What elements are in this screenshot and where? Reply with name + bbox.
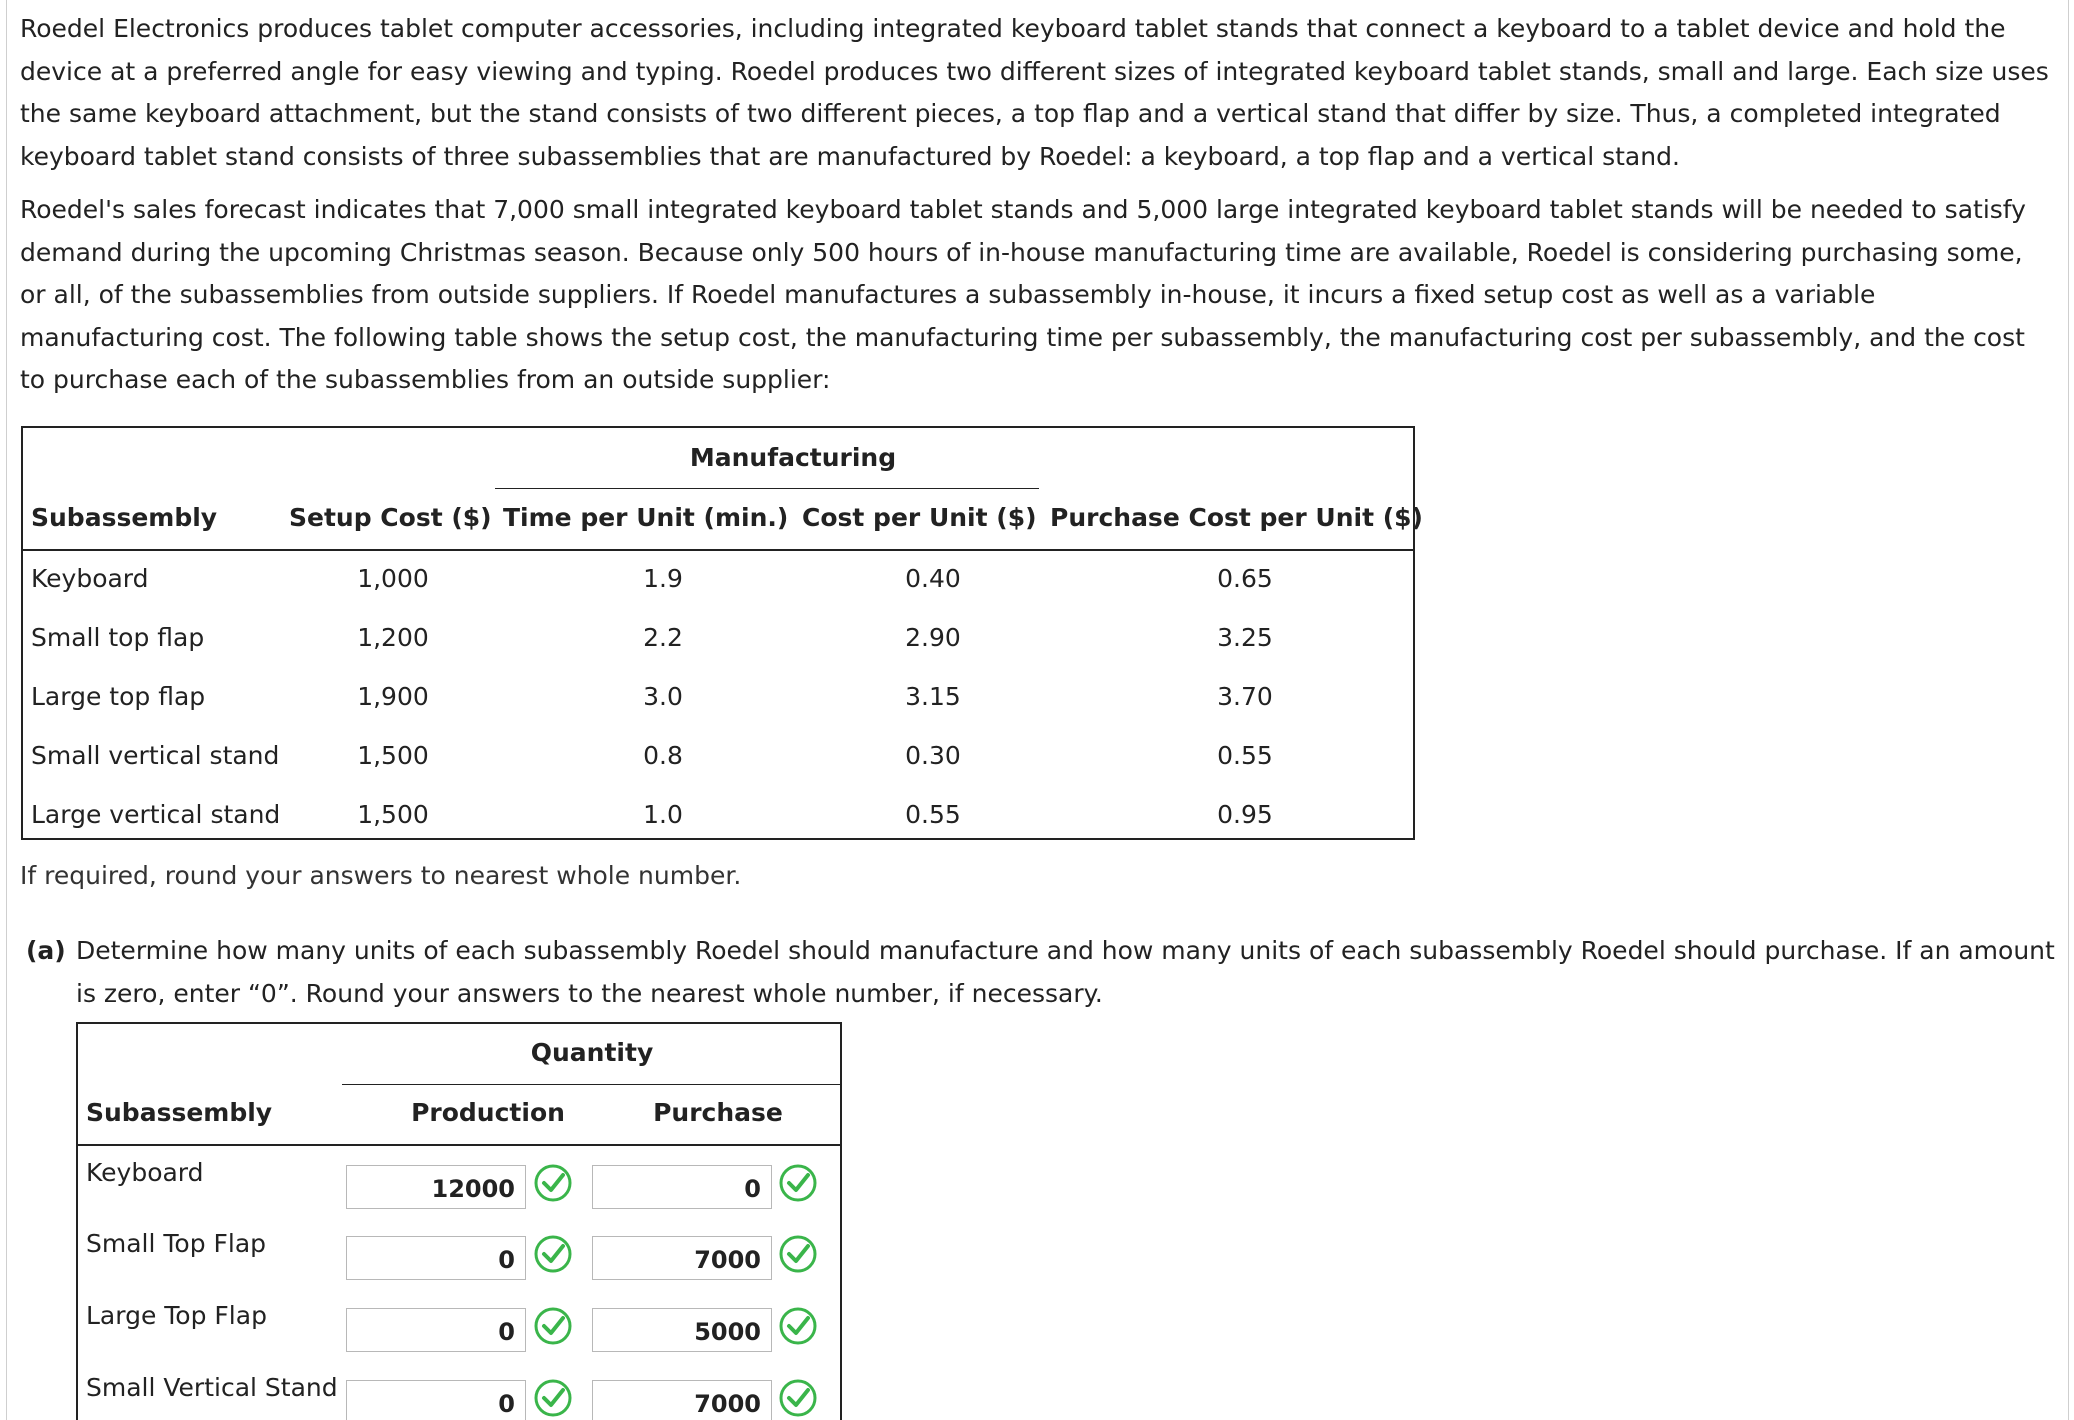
row-setup: 1,200: [357, 623, 429, 652]
row-purchase: 0.95: [1217, 800, 1273, 829]
header-setup-cost: Setup Cost ($): [289, 503, 492, 532]
production-input[interactable]: [346, 1380, 526, 1420]
check-circle-icon: [778, 1306, 818, 1346]
row-time: 1.0: [643, 800, 683, 829]
answer-row-name: Large Top Flap: [86, 1301, 267, 1330]
purchase-input[interactable]: [592, 1380, 772, 1420]
row-name: Small vertical stand: [31, 741, 280, 770]
row-setup: 1,000: [357, 564, 429, 593]
row-name: Large top flap: [31, 682, 206, 711]
answer-table: [76, 1022, 842, 1420]
question-a-label: (a): [26, 936, 66, 965]
row-time: 2.2: [643, 623, 683, 652]
header-subassembly: Subassembly: [86, 1098, 273, 1127]
purchase-input[interactable]: [592, 1165, 772, 1209]
check-circle-icon: [778, 1378, 818, 1418]
row-name: Large vertical stand: [31, 800, 281, 829]
manufacturing-group-header: Manufacturing: [689, 443, 897, 472]
production-input[interactable]: [346, 1165, 526, 1209]
answer-row-name: Small Vertical Stand: [86, 1373, 338, 1402]
group-underline: [495, 488, 1039, 489]
header-time-per-unit: Time per Unit (min.): [503, 503, 789, 532]
row-name: Keyboard: [31, 564, 149, 593]
intro-paragraph-2: Roedel's sales forecast indicates that 7,000 small integrated keyboard tablet stands and 5,000 large integrated keyboard tablet stands will be needed to satisfy demand during the upcoming Christmas season. Because only 500 hours of in-house manufacturing time are available, Roedel is considering purchasing some, or all, of the subassemblies from outside suppliers. If Roedel manufactures a subassembly in-house, it incurs a fixed setup cost as well as a variable manufacturing cost. The following table shows the setup cost, the manufacturing time per subassembly, the manufacturing cost per subassembly, and the cost to purchase each of the subassemblies from an outside supplier:: [20, 195, 2026, 394]
header-production: Production: [411, 1098, 565, 1127]
row-setup: 1,500: [357, 741, 429, 770]
check-circle-icon: [533, 1306, 573, 1346]
answer-row-name: Small Top Flap: [86, 1229, 267, 1258]
check-circle-icon: [778, 1234, 818, 1274]
intro-paragraph-1: Roedel Electronics produces tablet computer accessories, including integrated keyboard tablet stands that connect a keyboard to a tablet device and hold the device at a preferred angle for easy viewing and typing. Roedel produces two different sizes of integrated keyboard tablet stands, small and large. Each size uses the same keyboard attachment, but the stand consists of two different pieces, a top flap and a vertical stand that differ by size. Thus, a completed integrated keyboard tablet stand consists of three subassemblies that are manufactured by Roedel: a keyboard, a top flap and a vertical stand.: [20, 14, 2049, 171]
check-circle-icon: [533, 1163, 573, 1203]
row-purchase: 0.65: [1217, 564, 1273, 593]
quantity-group-header: Quantity: [530, 1038, 654, 1067]
check-circle-icon: [533, 1234, 573, 1274]
row-cost: 3.15: [905, 682, 961, 711]
rounding-note: If required, round your answers to nearest whole number.: [20, 861, 742, 890]
row-name: Small top flap: [31, 623, 205, 652]
row-time: 0.8: [643, 741, 683, 770]
header-purchase-cost: Purchase Cost per Unit ($): [1050, 503, 1423, 532]
check-circle-icon: [533, 1378, 573, 1418]
header-subassembly: Subassembly: [31, 503, 218, 532]
header-rule: [23, 549, 1413, 551]
row-time: 1.9: [643, 564, 683, 593]
row-setup: 1,900: [357, 682, 429, 711]
purchase-input[interactable]: [592, 1236, 772, 1280]
cost-table: [21, 426, 1423, 840]
row-cost: 2.90: [905, 623, 961, 652]
row-cost: 0.55: [905, 800, 961, 829]
row-cost: 0.30: [905, 741, 961, 770]
header-rule: [78, 1144, 842, 1146]
header-cost-per-unit: Cost per Unit ($): [802, 503, 1037, 532]
production-input[interactable]: [346, 1236, 526, 1280]
answer-row-name: Keyboard: [86, 1158, 204, 1187]
row-cost: 0.40: [905, 564, 961, 593]
row-setup: 1,500: [357, 800, 429, 829]
question-a-text: Determine how many units of each subassembly Roedel should manufacture and how many units of each subassembly Roedel should purchase. If an amount is zero, enter “0”. Round your answers to the nearest whole number, if necessary.: [76, 936, 2055, 1008]
production-input[interactable]: [346, 1308, 526, 1352]
row-purchase: 3.25: [1217, 623, 1273, 652]
header-purchase: Purchase: [653, 1098, 783, 1127]
left-frame-border: [6, 0, 7, 1420]
check-circle-icon: [778, 1163, 818, 1203]
row-time: 3.0: [643, 682, 683, 711]
row-purchase: 3.70: [1217, 682, 1273, 711]
row-purchase: 0.55: [1217, 741, 1273, 770]
right-frame-border: [2068, 0, 2069, 1420]
quantity-underline: [342, 1084, 842, 1085]
purchase-input[interactable]: [592, 1308, 772, 1352]
